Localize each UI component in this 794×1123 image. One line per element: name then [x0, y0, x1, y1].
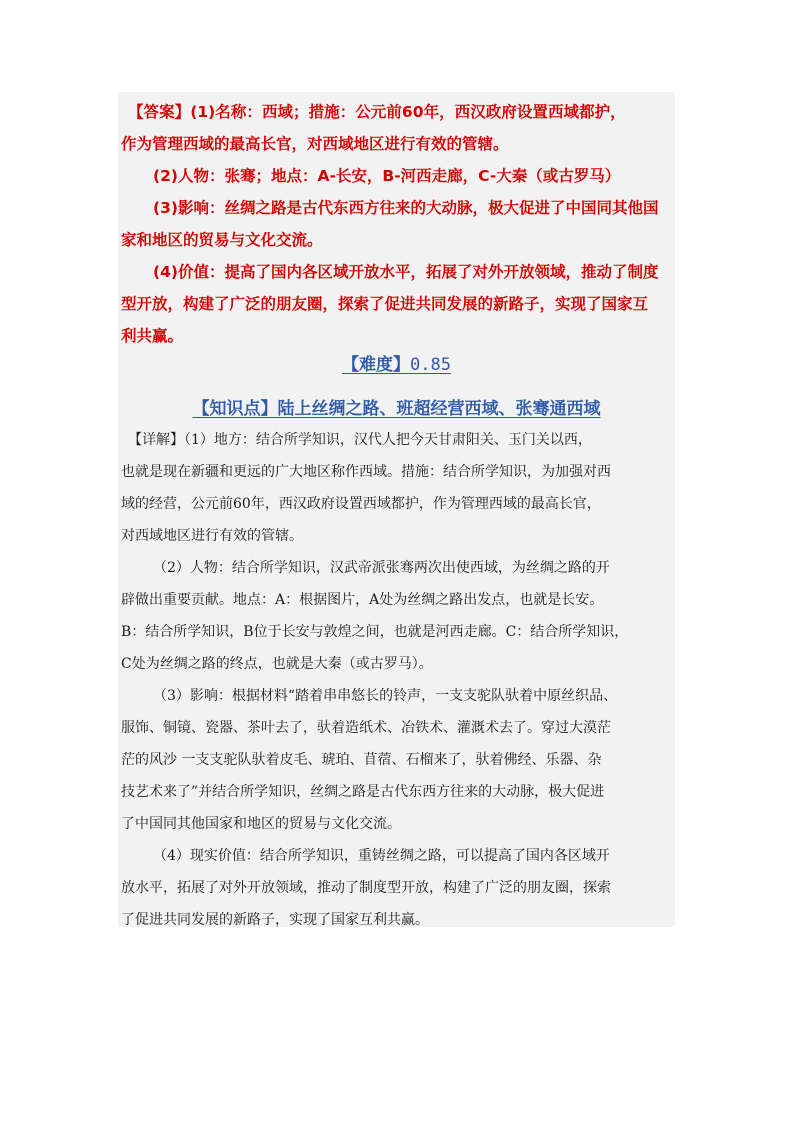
difficulty-label: 【难度】 — [342, 355, 411, 375]
answer-line-7: 型开放，构建了广泛的朋友圈，探索了促进共同发展的新路子，实现了国家互 — [121, 295, 649, 313]
answer-line-2: 作为管理西域的最高长官，对西域地区进行有效的管辖。 — [121, 135, 509, 153]
detail-line-14: （4）现实价值：结合所学知识，重铸丝绸之路，可以提高了国内各区域开 — [153, 848, 610, 864]
answer-line-5: 家和地区的贸易与文化交流。 — [121, 231, 323, 249]
answer-line-3: (2)人物：张骞；地点：A-长安，B-河西走廊，C-大秦（或古罗马） — [153, 167, 621, 185]
detail-line-5: （2）人物：结合所学知识，汉武帝派张骞两次出使西域，为丝绸之路的开 — [153, 560, 610, 576]
answer-line-4: (3)影响：丝绸之路是古代东西方往来的大动脉，极大促进了中国同其他国 — [153, 199, 659, 217]
detail-line-10: 服饰、铜镜、瓷器、茶叶去了，驮着造纸术、冶铁术、灌溉术去了。穿过大漠茫 — [121, 720, 611, 736]
detail-line-1: 【详解】（1）地方：结合所学知识，汉代人把今天甘肃阳关、玉门关以西， — [128, 432, 592, 448]
difficulty-heading — [118, 354, 675, 376]
detail-line-3: 域的经营，公元前60年，西汉政府设置西域都护，作为管理西域的最高长官， — [121, 496, 601, 512]
difficulty-value: 0.85 — [410, 355, 451, 375]
detail-line-4: 对西域地区进行有效的管辖。 — [121, 528, 303, 544]
detail-line-16: 了促进共同发展的新路子，实现了国家互利共赢。 — [121, 912, 429, 928]
detail-line-11: 茫的风沙 一支支驼队驮着皮毛、琥珀、苜蓿、石榴来了，驮着佛经、乐器、杂 — [121, 752, 602, 768]
detail-line-9: （3）影响：根据材料“踏着串串悠长的铃声，一支支驼队驮着中原丝织品、 — [153, 688, 618, 704]
answer-explanation-panel — [118, 92, 675, 927]
knowledge-point-heading — [118, 398, 675, 420]
detail-line-7: B：结合所学知识，B位于长安与敦煌之间，也就是河西走廊。C：结合所学知识， — [121, 624, 629, 640]
detail-line-8: C处为丝绸之路的终点，也就是大秦（或古罗马）。 — [121, 656, 433, 672]
answer-line-1: 【答案】(1)名称：西域；措施：公元前60年，西汉政府设置西域都护， — [128, 103, 626, 121]
answer-line-8: 利共赢。 — [121, 327, 184, 345]
detail-line-15: 放水平，拓展了对外开放领域，推动了制度型开放，构建了广泛的朋友圈，探索 — [121, 880, 611, 896]
detail-line-13: 了中国同其他国家和地区的贸易与文化交流。 — [121, 816, 401, 832]
knowledge-point-text: 【知识点】陆上丝绸之路、班超经营西域、张骞通西域 — [192, 399, 601, 419]
detail-line-6: 辟做出重要贡献。地点：A：根据图片，A处为丝绸之路出发点，也就是长安。 — [121, 592, 604, 608]
answer-line-6: (4)价值：提高了国内各区域开放水平，拓展了对外开放领域，推动了制度 — [153, 263, 659, 281]
detail-line-2: 也就是现在新疆和更远的广大地区称作西域。措施：结合所学知识，为加强对西 — [121, 464, 611, 480]
detail-line-12: 技艺术来了”并结合所学知识，丝绸之路是古代东西方往来的大动脉，极大促进 — [121, 784, 605, 800]
